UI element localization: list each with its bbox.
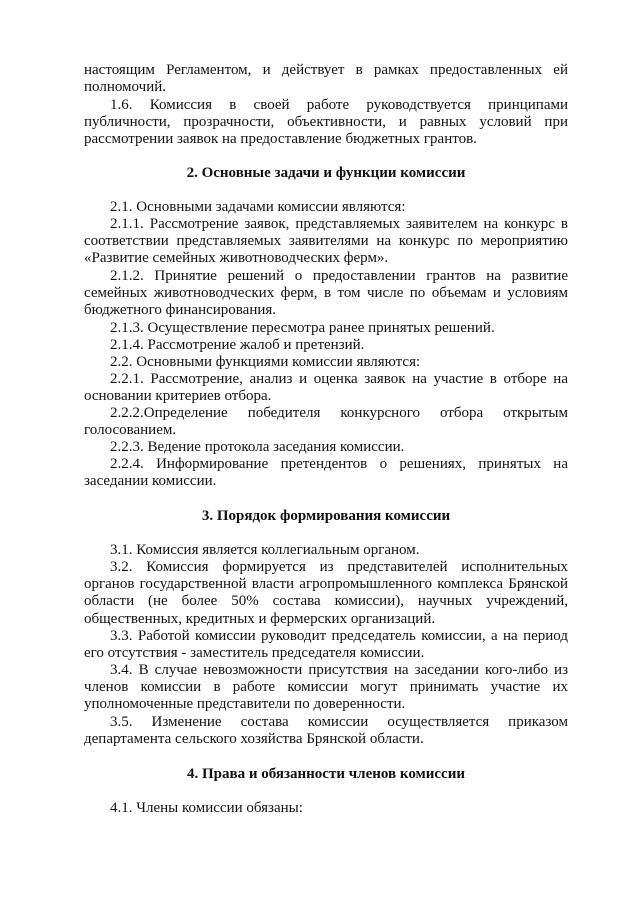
paragraph-2-1-2: 2.1.2. Принятие решений о предоставлении грантов на развитие семейных животноводческих ферм, в том числе по объемам и условиям бюджетного финансирования.: [84, 268, 568, 319]
section-2-heading: 2. Основные задачи и функции комиссии: [186, 165, 466, 181]
paragraph-2-2-3: 2.2.3. Ведение протокола заседания комиссии.: [110, 439, 405, 455]
paragraph-3-4: 3.4. В случае невозможности присутствия на заседании кого-либо из членов комиссии в работе комиссии могут принимать участие их уполномоченные представители по доверенности.: [84, 662, 568, 713]
paragraph-3-3: 3.3. Работой комиссии руководит председатель комиссии, а на период его отсутствия - заместитель председателя комиссии.: [84, 628, 568, 662]
paragraph-2-1: 2.1. Основными задачами комиссии являются:: [110, 199, 406, 215]
paragraph-3-1: 3.1. Комиссия является коллегиальным органом.: [110, 542, 420, 558]
section-4-heading: 4. Права и обязанности членов комиссии: [187, 766, 465, 782]
paragraph-1-6: 1.6. Комиссия в своей работе руководствуется принципами публичности, прозрачности, объективности, и равных условий при рассмотрении заявок на предоставление бюджетных грантов.: [84, 97, 568, 148]
paragraph-2-2-1: 2.2.1. Рассмотрение, анализ и оценка заявок на участие в отборе на основании критериев отбора.: [84, 371, 568, 405]
section-3-heading: 3. Порядок формирования комиссии: [201, 508, 451, 524]
paragraph-2-1-3: 2.1.3. Осуществление пересмотра ранее принятых решений.: [110, 320, 495, 336]
paragraph-3-2: 3.2. Комиссия формируется из представителей исполнительных органов государственной власти агропромышленного комплекса Брянской области (не более 50% состава комиссии), научных учреждений, общественных, кредитных и фермерских организаций.: [84, 559, 568, 627]
paragraph-2-2: 2.2. Основными функциями комиссии являются:: [110, 354, 421, 370]
paragraph-2-1-1: 2.1.1. Рассмотрение заявок, представляемых заявителем на конкурс в соответствии представляемых заявителями на конкурс по мероприятию «Развитие семейных животноводческих ферм».: [84, 216, 568, 267]
paragraph-4-1: 4.1. Члены комиссии обязаны:: [110, 800, 303, 816]
paragraph-2-1-4: 2.1.4. Рассмотрение жалоб и претензий.: [110, 337, 365, 353]
paragraph-2-2-2: 2.2.2.Определение победителя конкурсного отбора открытым голосованием.: [84, 405, 568, 439]
paragraph-regulation-continuation: настоящим Регламентом, и действует в рамках предоставленных ей полномочий.: [84, 62, 568, 96]
paragraph-2-2-4: 2.2.4. Информирование претендентов о решениях, принятых на заседании комиссии.: [84, 456, 568, 490]
paragraph-3-5: 3.5. Изменение состава комиссии осуществляется приказом департамента сельского хозяйства Брянской области.: [84, 714, 568, 748]
